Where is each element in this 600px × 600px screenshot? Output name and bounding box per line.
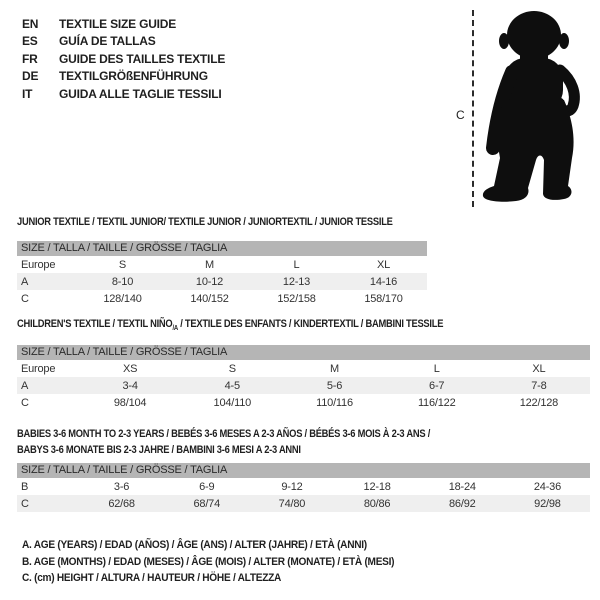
size-cell: 3-6 <box>113 480 130 493</box>
size-cell: 4-5 <box>224 379 240 392</box>
size-cell: 18-24 <box>448 480 476 493</box>
row-label: C <box>21 497 29 510</box>
toddler-silhouette-icon <box>479 10 586 205</box>
size-cell: 3-4 <box>122 379 138 392</box>
size-cell: 110/116 <box>316 396 353 409</box>
language-label: TEXTILGRÖßENFÜHRUNG <box>59 69 208 84</box>
language-label: TEXTILE SIZE GUIDE <box>59 16 177 31</box>
size-cell: 98/104 <box>113 396 147 409</box>
table-row <box>17 394 590 411</box>
table-row <box>17 495 590 512</box>
footnote-b: B. AGE (MONTHS) / EDAD (MESES) / ÂGE (MOIS) / ALTER (MONATE) / ETÀ (MESI) <box>22 555 395 568</box>
size-cell: 6-7 <box>429 379 445 392</box>
language-code: ES <box>22 34 38 49</box>
row-label: A <box>21 379 29 392</box>
size-cell: 6-9 <box>199 480 215 493</box>
size-cell: M <box>330 362 339 375</box>
row-label: B <box>21 480 29 493</box>
children-table-title <box>17 318 443 332</box>
table-row <box>17 273 427 290</box>
children-title-post: / TEXTILE DES ENFANTS / KINDERTEXTIL / BAMBINI TESSILE <box>177 318 444 330</box>
size-cell: 9-12 <box>281 480 303 493</box>
junior-size-table <box>17 241 427 307</box>
size-cell: 158/170 <box>364 292 403 305</box>
language-label: GUIDE DES TAILLES TEXTILE <box>59 51 226 66</box>
size-cell: XS <box>122 362 138 375</box>
children-title-pre: CHILDREN'S TEXTILE / TEXTIL NIÑO <box>17 318 173 330</box>
language-header <box>22 15 225 103</box>
row-label: Europe <box>21 258 56 271</box>
language-row-en <box>22 15 225 33</box>
table-row <box>17 290 427 307</box>
size-cell: 116/122 <box>417 396 456 409</box>
junior-table-title: JUNIOR TEXTILE / TEXTIL JUNIOR/ TEXTILE JUNIOR / JUNIORTEXTIL / JUNIOR TESSILE <box>17 216 393 228</box>
size-cell: 80/86 <box>363 497 391 510</box>
language-row-fr <box>22 50 225 68</box>
size-cell: 104/110 <box>213 396 252 409</box>
size-cell: L <box>433 362 440 375</box>
height-dashed-line <box>472 10 474 207</box>
size-cell: S <box>228 362 236 375</box>
size-cell: 12-13 <box>282 275 311 288</box>
size-header-bar: SIZE / TALLA / TAILLE / GRÖSSE / TAGLIA <box>17 241 427 256</box>
size-cell: M <box>205 258 214 271</box>
row-label: C <box>21 292 29 305</box>
size-cell: 24-36 <box>533 480 562 493</box>
babies-title-line2: BABYS 3-6 MONATE BIS 2-3 JAHRE / BAMBINI 3-6 MESI A 2-3 ANNI <box>17 444 301 456</box>
table-row <box>17 256 427 273</box>
size-cell: XL <box>532 362 546 375</box>
size-cell: XL <box>376 258 391 271</box>
size-cell: 122/128 <box>519 396 559 409</box>
row-label: A <box>21 275 29 288</box>
language-row-it <box>22 85 225 103</box>
size-cell: 140/152 <box>190 292 229 305</box>
row-label: Europe <box>21 362 56 375</box>
footnote-a: A. AGE (YEARS) / EDAD (AÑOS) / ÂGE (ANS) / ALTER (JAHRE) / ETÀ (ANNI) <box>22 539 367 551</box>
babies-size-table <box>17 463 590 512</box>
size-cell: L <box>293 258 300 271</box>
footnotes <box>22 537 394 587</box>
height-measure-label: C <box>456 108 465 122</box>
size-cell: 68/74 <box>193 497 221 510</box>
size-header-bar: SIZE / TALLA / TAILLE / GRÖSSE / TAGLIA <box>17 345 590 360</box>
table-row <box>17 377 590 394</box>
size-cell: S <box>118 258 127 271</box>
language-code: FR <box>22 51 38 66</box>
language-label: GUIDA ALLE TAGLIE TESSILI <box>59 86 222 101</box>
table-row <box>17 360 590 377</box>
children-title-sub: /A <box>172 325 178 333</box>
size-cell: 8-10 <box>111 275 134 288</box>
table-row <box>17 478 590 495</box>
row-label: C <box>21 396 29 409</box>
footnote-c: C. (cm) HEIGHT / ALTURA / HAUTEUR / HÖHE / ALTEZZA <box>22 572 282 584</box>
language-code: EN <box>22 16 39 31</box>
size-cell: 92/98 <box>534 497 561 510</box>
size-cell: 86/92 <box>449 497 476 510</box>
size-header-bar: SIZE / TALLA / TAILLE / GRÖSSE / TAGLIA <box>17 463 590 478</box>
size-cell: 152/158 <box>277 292 316 305</box>
language-row-es <box>22 33 225 51</box>
babies-title-line1: BABIES 3-6 MONTH TO 2-3 YEARS / BEBÉS 3-6 MESES A 2-3 AÑOS / BÉBÉS 3-6 MOIS À 2-3 ANS / <box>17 428 431 440</box>
size-cell: 62/68 <box>108 497 135 510</box>
size-cell: 14-16 <box>369 275 398 288</box>
size-cell: 128/140 <box>103 292 142 305</box>
language-row-de <box>22 68 225 86</box>
size-cell: 10-12 <box>195 275 224 288</box>
size-cell: 5-6 <box>326 379 343 392</box>
children-size-table <box>17 345 590 411</box>
size-cell: 74/80 <box>278 497 306 510</box>
size-cell: 12-18 <box>363 480 391 493</box>
language-code: DE <box>22 69 39 84</box>
size-cell: 7-8 <box>531 379 547 392</box>
babies-table-title <box>17 426 430 458</box>
language-code: IT <box>22 86 33 101</box>
language-label: GUÍA DE TALLAS <box>59 34 156 49</box>
